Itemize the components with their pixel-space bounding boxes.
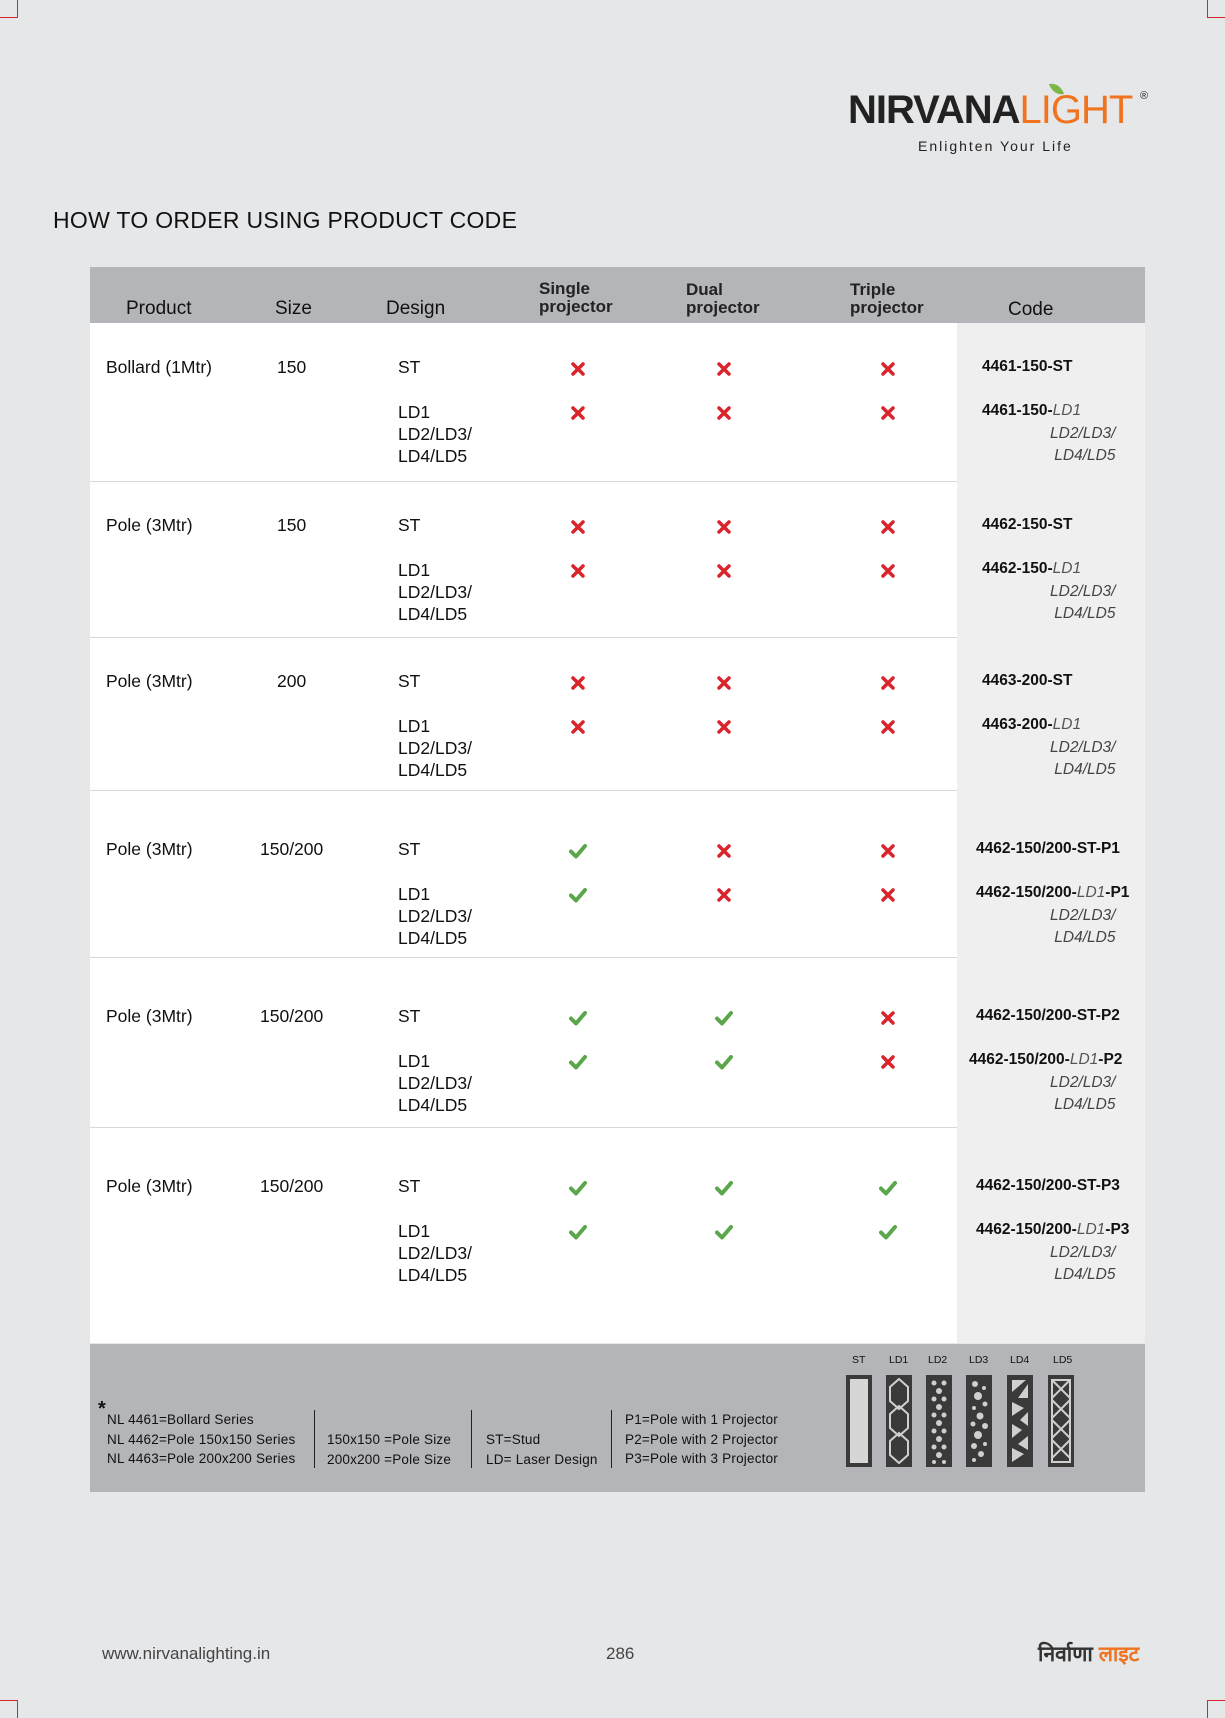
code-ld-variants: LD2/LD3/ LD4/LD5 [1050, 425, 1116, 464]
panel-label-ld2: LD2 [928, 1354, 948, 1366]
brand-logo [848, 88, 1148, 160]
check-icon [879, 1179, 897, 1197]
code-ld-variants: LD2/LD3/ LD4/LD5 [1050, 1074, 1116, 1113]
design-st: ST [398, 1006, 421, 1026]
header-size: Size [275, 298, 312, 319]
page-title: HOW TO ORDER USING PRODUCT CODE [53, 207, 518, 233]
registered-mark: ® [1140, 90, 1149, 102]
legend-series: NL 4461=Bollard Series NL 4462=Pole 150x150 Series NL 4463=Pole 200x200 Series [107, 1412, 296, 1466]
row-divider [90, 1127, 957, 1128]
product-name: Pole (3Mtr) [106, 515, 193, 535]
header-design: Design [386, 298, 446, 319]
panel-label-ld3: LD3 [969, 1354, 989, 1366]
header-single: Single projector [539, 279, 613, 316]
legend-projectors: P1=Pole with 1 Projector P2=Pole with 2 Projector P3=Pole with 3 Projector [625, 1412, 779, 1466]
product-name: Pole (3Mtr) [106, 839, 193, 859]
table-header [90, 267, 1145, 323]
code-st: 4462-150/200-ST-P1 [976, 840, 1120, 857]
brand-tagline: Enlighten Your Life [918, 138, 1073, 154]
crop-mark [0, 17, 18, 18]
cross-icon [879, 718, 897, 736]
header-dual: Dual projector [686, 280, 760, 317]
code-ld: 4462-150-LD1 [982, 560, 1082, 577]
cross-icon [879, 404, 897, 422]
design-st: ST [398, 357, 421, 377]
cross-icon [879, 1053, 897, 1071]
design-ld: LD1 LD2/LD3/ LD4/LD5 [398, 402, 472, 466]
order-table [90, 267, 1145, 1343]
check-icon [569, 1179, 587, 1197]
crop-mark [1207, 1700, 1208, 1718]
product-size: 150 [277, 357, 307, 377]
cross-icon [569, 360, 587, 378]
cross-icon [569, 674, 587, 692]
code-ld: 4461-150-LD1 [982, 402, 1082, 419]
code-ld-variants: LD2/LD3/ LD4/LD5 [1050, 907, 1116, 946]
row-divider [90, 790, 957, 791]
cross-icon [715, 518, 733, 536]
crop-mark [0, 1700, 18, 1701]
cross-icon [569, 404, 587, 422]
cross-icon [715, 842, 733, 860]
cross-icon [715, 718, 733, 736]
code-ld-variants: LD2/LD3/ LD4/LD5 [1050, 583, 1116, 622]
legend-divider [611, 1410, 612, 1468]
code-ld-variants: LD2/LD3/ LD4/LD5 [1050, 739, 1116, 778]
product-name: Pole (3Mtr) [106, 1006, 193, 1026]
design-ld: LD1 LD2/LD3/ LD4/LD5 [398, 716, 472, 780]
product-size: 150/200 [260, 1176, 324, 1196]
design-ld: LD1 LD2/LD3/ LD4/LD5 [398, 560, 472, 624]
design-st: ST [398, 839, 421, 859]
ld1-panel-icon [885, 1374, 913, 1468]
code-ld: 4462-150/200-LD1-P3 [976, 1221, 1130, 1238]
code-ld: 4462-150/200-LD1-P1 [976, 884, 1130, 901]
code-st: 4462-150/200-ST-P2 [976, 1007, 1120, 1024]
cross-icon [715, 562, 733, 580]
header-product: Product [126, 298, 192, 319]
crop-mark [17, 1700, 18, 1718]
product-name: Pole (3Mtr) [106, 1176, 193, 1196]
cross-icon [715, 360, 733, 378]
check-icon [879, 1223, 897, 1241]
panel-label-ld4: LD4 [1010, 1354, 1030, 1366]
check-icon [715, 1179, 733, 1197]
legend-bar [90, 1344, 1145, 1492]
check-icon [715, 1223, 733, 1241]
code-ld: 4462-150/200-LD1-P2 [969, 1051, 1123, 1068]
product-size: 150/200 [260, 1006, 324, 1026]
crop-mark [1207, 1700, 1225, 1701]
product-name: Pole (3Mtr) [106, 671, 193, 691]
row-divider [90, 481, 957, 482]
ld4-panel-icon [1006, 1374, 1034, 1468]
cross-icon [879, 518, 897, 536]
header-code: Code [1008, 299, 1054, 320]
legend-sizes: 150x150 =Pole Size 200x200 =Pole Size [327, 1432, 452, 1467]
row-divider [90, 637, 957, 638]
cross-icon [879, 842, 897, 860]
cross-icon [569, 562, 587, 580]
design-ld: LD1 LD2/LD3/ LD4/LD5 [398, 1051, 472, 1115]
cross-icon [715, 404, 733, 422]
design-ld: LD1 LD2/LD3/ LD4/LD5 [398, 1221, 472, 1285]
legend-designs: ST=Stud LD= Laser Design [486, 1432, 598, 1467]
check-icon [569, 1223, 587, 1241]
legend-divider [314, 1410, 315, 1468]
cross-icon [879, 1009, 897, 1027]
footer-website: www.nirvanalighting.in [102, 1644, 271, 1663]
code-st: 4463-200-ST [982, 672, 1073, 689]
cross-icon [715, 674, 733, 692]
brand-name: NIRVANALIGHT [848, 88, 1133, 132]
check-icon [715, 1009, 733, 1027]
code-st: 4461-150-ST [982, 358, 1073, 375]
panel-label-ld1: LD1 [889, 1354, 909, 1366]
code-ld-variants: LD2/LD3/ LD4/LD5 [1050, 1244, 1116, 1283]
st-panel-icon [845, 1374, 873, 1468]
header-triple: Triple projector [850, 280, 924, 317]
panel-label-ld5: LD5 [1053, 1354, 1073, 1366]
check-icon [569, 1053, 587, 1071]
cross-icon [879, 360, 897, 378]
legend-asterisk: * [98, 1398, 106, 1420]
design-ld: LD1 LD2/LD3/ LD4/LD5 [398, 884, 472, 948]
ld5-panel-icon [1047, 1374, 1075, 1468]
check-icon [569, 886, 587, 904]
crop-mark [1207, 17, 1225, 18]
crop-mark [1207, 0, 1208, 18]
code-ld: 4463-200-LD1 [982, 716, 1082, 733]
check-icon [569, 842, 587, 860]
code-st: 4462-150-ST [982, 516, 1073, 533]
cross-icon [569, 518, 587, 536]
cross-icon [569, 718, 587, 736]
footer-brand: निर्वाणा लाइट [1038, 1643, 1140, 1666]
check-icon [569, 1009, 587, 1027]
code-st: 4462-150/200-ST-P3 [976, 1177, 1120, 1194]
row-divider [90, 957, 957, 958]
product-size: 200 [277, 671, 307, 691]
product-size: 150/200 [260, 839, 324, 859]
design-st: ST [398, 1176, 421, 1196]
panel-label-st: ST [852, 1354, 866, 1366]
product-name: Bollard (1Mtr) [106, 357, 212, 377]
product-size: 150 [277, 515, 307, 535]
cross-icon [879, 886, 897, 904]
crop-mark [17, 0, 18, 18]
check-icon [715, 1053, 733, 1071]
design-st: ST [398, 671, 421, 691]
design-st: ST [398, 515, 421, 535]
cross-icon [879, 562, 897, 580]
ld3-panel-icon [965, 1374, 993, 1468]
legend-divider [471, 1410, 472, 1468]
page-number: 286 [606, 1644, 635, 1663]
ld2-panel-icon [925, 1374, 953, 1468]
cross-icon [879, 674, 897, 692]
cross-icon [715, 886, 733, 904]
